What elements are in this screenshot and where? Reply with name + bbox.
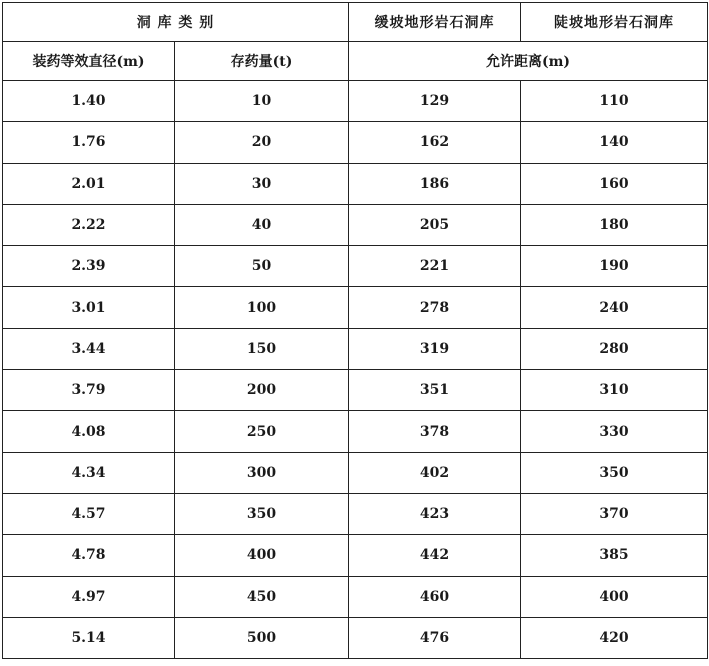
cell-storage: 350	[175, 493, 349, 534]
table-wrapper	[2, 2, 708, 659]
table-row	[3, 81, 708, 122]
cell-gentle-distance: 162	[349, 122, 521, 163]
table-row	[3, 370, 708, 411]
cell-steep-distance: 350	[521, 452, 708, 493]
distance-table	[2, 2, 708, 659]
cell-steep-distance: 140	[521, 122, 708, 163]
cell-diameter: 2.39	[3, 246, 175, 287]
cell-gentle-distance: 402	[349, 452, 521, 493]
cell-steep-distance: 160	[521, 163, 708, 204]
cell-storage: 30	[175, 163, 349, 204]
cell-storage: 100	[175, 287, 349, 328]
cell-steep-distance: 330	[521, 411, 708, 452]
table-row	[3, 163, 708, 204]
table-row	[3, 411, 708, 452]
cell-diameter: 3.79	[3, 370, 175, 411]
cell-storage: 250	[175, 411, 349, 452]
cell-steep-distance: 180	[521, 204, 708, 245]
header-allowed-distance: 允许距离(m)	[349, 42, 708, 81]
cell-diameter: 3.01	[3, 287, 175, 328]
cell-diameter: 2.22	[3, 204, 175, 245]
header-storage: 存药量(t)	[175, 42, 349, 81]
cell-gentle-distance: 205	[349, 204, 521, 245]
table-row	[3, 493, 708, 534]
cell-gentle-distance: 221	[349, 246, 521, 287]
cell-steep-distance: 370	[521, 493, 708, 534]
cell-steep-distance: 400	[521, 576, 708, 617]
cell-storage: 450	[175, 576, 349, 617]
cell-steep-distance: 385	[521, 535, 708, 576]
cell-storage: 150	[175, 328, 349, 369]
cell-diameter: 1.40	[3, 81, 175, 122]
cell-diameter: 4.08	[3, 411, 175, 452]
cell-gentle-distance: 476	[349, 617, 521, 658]
cell-gentle-distance: 129	[349, 81, 521, 122]
table-row	[3, 617, 708, 658]
table-row	[3, 246, 708, 287]
cell-storage: 40	[175, 204, 349, 245]
cell-gentle-distance: 378	[349, 411, 521, 452]
header-steep-slope: 陡坡地形岩石洞库	[521, 3, 708, 42]
header-row-2	[3, 42, 708, 81]
table-row	[3, 287, 708, 328]
header-row-1	[3, 3, 708, 42]
table-row	[3, 328, 708, 369]
cell-diameter: 4.34	[3, 452, 175, 493]
cell-steep-distance: 110	[521, 81, 708, 122]
cell-gentle-distance: 278	[349, 287, 521, 328]
cell-storage: 20	[175, 122, 349, 163]
table-row	[3, 452, 708, 493]
cell-diameter: 4.57	[3, 493, 175, 534]
cell-storage: 300	[175, 452, 349, 493]
table-row	[3, 535, 708, 576]
cell-gentle-distance: 319	[349, 328, 521, 369]
cell-steep-distance: 420	[521, 617, 708, 658]
cell-gentle-distance: 423	[349, 493, 521, 534]
cell-storage: 50	[175, 246, 349, 287]
cell-storage: 400	[175, 535, 349, 576]
cell-gentle-distance: 460	[349, 576, 521, 617]
header-diameter: 装药等效直径(m)	[3, 42, 175, 81]
cell-steep-distance: 310	[521, 370, 708, 411]
cell-storage: 500	[175, 617, 349, 658]
cell-storage: 200	[175, 370, 349, 411]
cell-diameter: 1.76	[3, 122, 175, 163]
cell-gentle-distance: 186	[349, 163, 521, 204]
cell-diameter: 2.01	[3, 163, 175, 204]
cell-gentle-distance: 351	[349, 370, 521, 411]
header-gentle-slope: 缓坡地形岩石洞库	[349, 3, 521, 42]
table-row	[3, 204, 708, 245]
cell-diameter: 4.78	[3, 535, 175, 576]
cell-storage: 10	[175, 81, 349, 122]
cell-gentle-distance: 442	[349, 535, 521, 576]
cell-steep-distance: 280	[521, 328, 708, 369]
header-category: 洞 库 类 别	[3, 3, 349, 42]
table-row	[3, 576, 708, 617]
cell-diameter: 4.97	[3, 576, 175, 617]
table-row	[3, 122, 708, 163]
cell-steep-distance: 240	[521, 287, 708, 328]
cell-diameter: 5.14	[3, 617, 175, 658]
cell-diameter: 3.44	[3, 328, 175, 369]
cell-steep-distance: 190	[521, 246, 708, 287]
